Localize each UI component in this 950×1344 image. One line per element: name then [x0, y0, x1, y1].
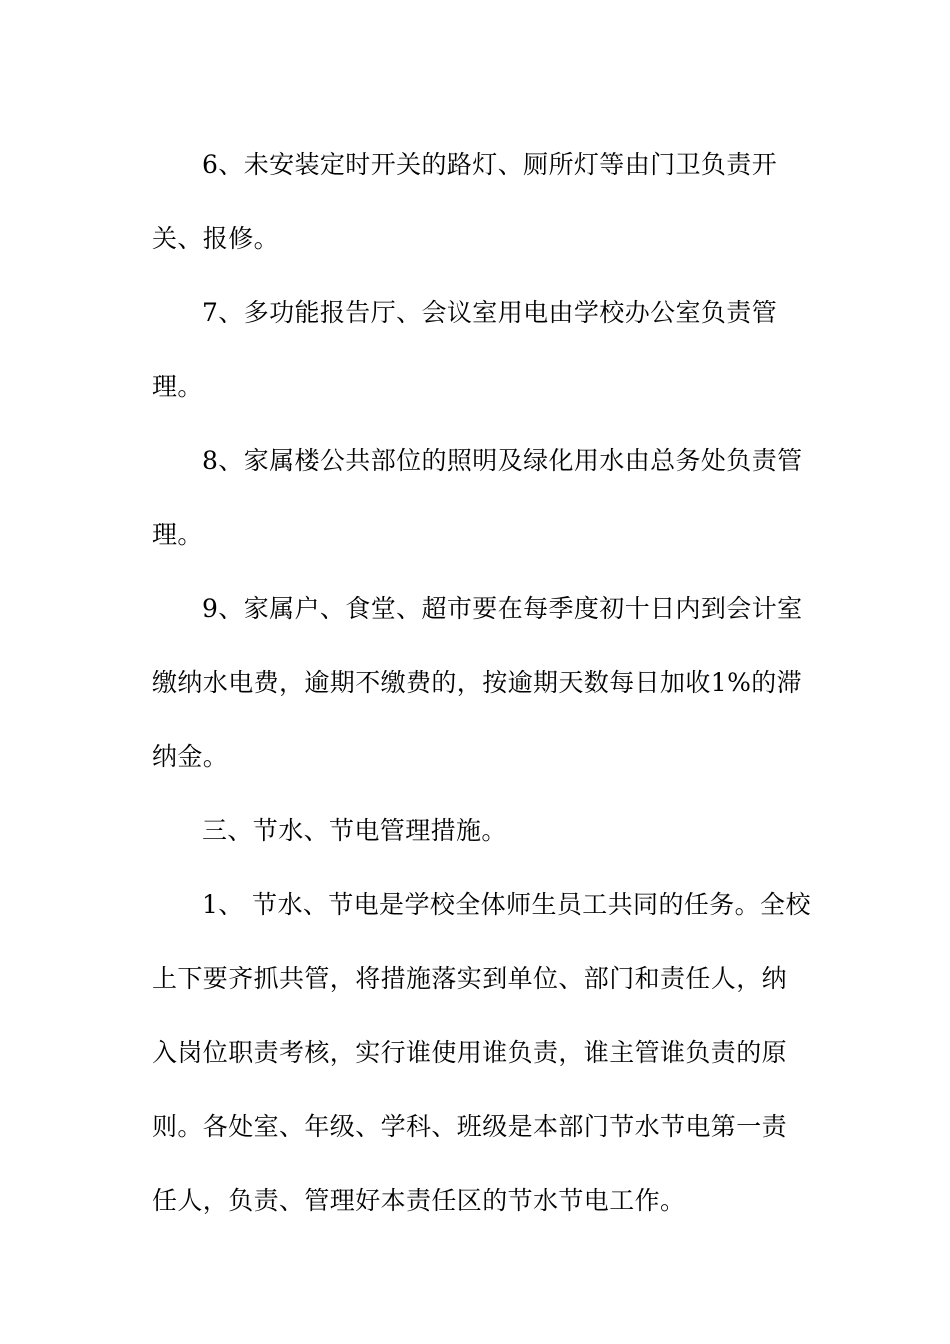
paragraph-measure-1: 1、 节水、节电是学校全体师生员工共同的任务。全校上下要齐抓共管，将措施落实到单位、部门和责任人，纳入岗位职责考核，实行谁使用谁负责，谁主管谁负责的原则。各处室、年级、学科、班级是本部门节水节电第一责任人，负责、管理好本责任区的节水节电工作。 — [152, 890, 811, 1215]
section-heading-3: 三、节水、节电管理措施。 — [202, 816, 507, 845]
document-body — [152, 128, 812, 1238]
paragraph-item-6: 6、未安装定时开关的路灯、厕所灯等由门卫负责开关、报修。 — [152, 150, 778, 253]
paragraph-item-9: 9、家属户、食堂、超市要在每季度初十日内到会计室缴纳水电费，逾期不缴费的，按逾期天数每日加收1%的滞纳金。 — [152, 594, 803, 771]
paragraph-item-8: 8、家属楼公共部位的照明及绿化用水由总务处负责管理。 — [152, 446, 803, 549]
paragraph-item-7: 7、多功能报告厅、会议室用电由学校办公室负责管理。 — [152, 298, 778, 401]
